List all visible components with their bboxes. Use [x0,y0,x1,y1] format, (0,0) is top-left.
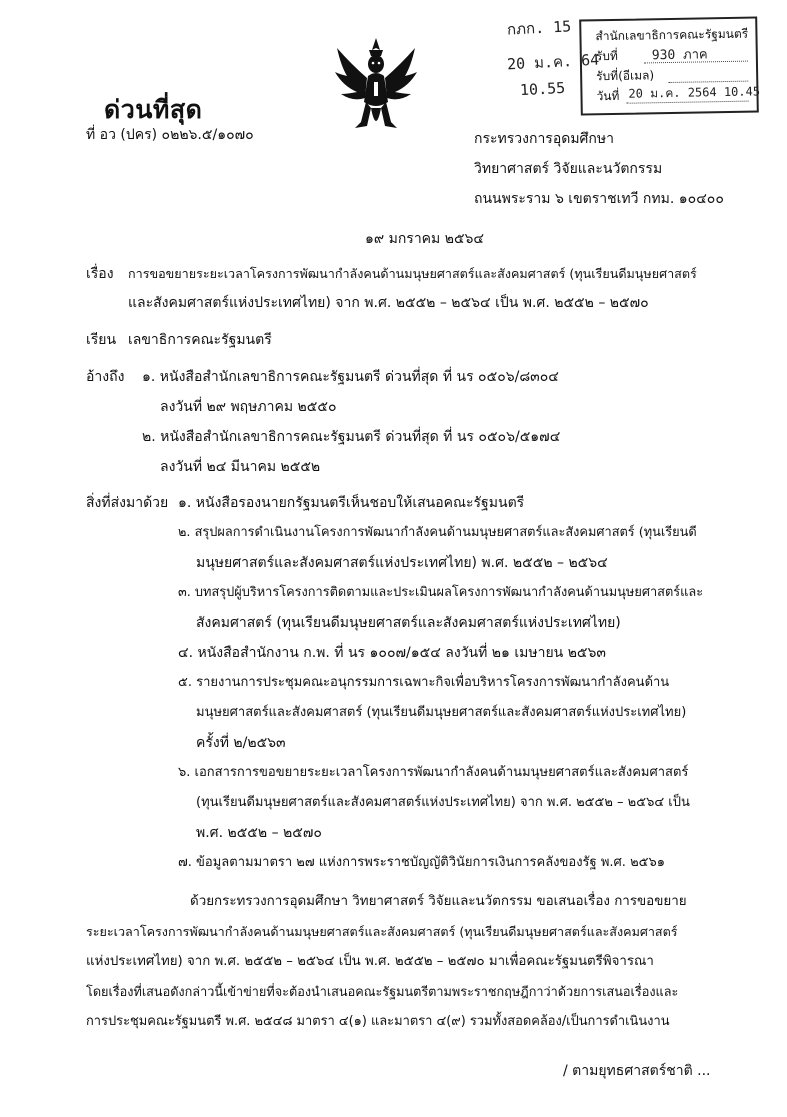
body-line: ด้วยกระทรวงการอุดมศึกษา วิทยาศาสตร์ วิจัยและนวัตกรรม ขอเสนอเรื่อง การขอขยาย [190,894,687,909]
to-value: เลขาธิการคณะรัฐมนตรี [128,332,272,348]
body-line: โดยเรื่องที่เสนอดังกล่าวนี้เข้าข่ายที่จะต้องนำเสนอคณะรัฐมนตรีตามพระราชกฤษฎีกาว่าด้วยการเสนอเรื่องและ [86,984,679,999]
urgency-heading: ด่วนที่สุด [104,95,203,124]
document-date: ๑๙ มกราคม ๒๕๖๔ [365,231,485,247]
handwritten-code: กภก. 15 [506,17,572,39]
stamp-received-no-value: 930 ภาค [651,47,708,64]
to-label: เรียน [86,332,117,348]
body-line: การประชุมคณะรัฐมนตรี พ.ศ. ๒๕๔๘ มาตรา ๔(๑) และมาตรา ๔(๙) รวมทั้งสอดคล้อง/เป็นการดำเนินงาน [86,1014,670,1029]
enclosure-line: ๑. หนังสือรองนายกรัฐมนตรีเห็นชอบให้เสนอคณะรัฐมนตรี [178,495,525,511]
enclosure-line: (ทุนเรียนดีมนุษยศาสตร์และสังคมศาสตร์แห่งประเทศไทย) จาก พ.ศ. ๒๕๕๒ – ๒๕๖๔ เป็น [196,795,690,810]
enclosure-line: ๕. รายงานการประชุมคณะอนุกรรมการเฉพาะกิจเพื่อบริหารโครงการพัฒนากำลังคนด้าน [178,675,670,690]
reference-line: ๒. หนังสือสำนักเลขาธิการคณะรัฐมนตรี ด่วนที่สุด ที่ นร ๐๕๐๖/๕๑๗๔ [142,429,561,445]
subject-line-1: การขอขยายระยะเวลาโครงการพัฒนากำลังคนด้านมนุษยศาสตร์และสังคมศาสตร์ (ทุนเรียนดีมนุษยศาสตร์ [128,266,697,281]
sender-line-3: ถนนพระราม ๖ เขตราชเทวี กทม. ๑๐๔๐๐ [474,191,724,207]
enclosure-line: ๖. เอกสารการขอขยายระยะเวลาโครงการพัฒนากำลังคนด้านมนุษยศาสตร์และสังคมศาสตร์ [178,765,689,780]
subject-line-2: และสังคมศาสตร์แห่งประเทศไทย) จาก พ.ศ. ๒๕๕๒ – ๒๕๖๔ เป็น พ.ศ. ๒๕๕๒ – ๒๕๗๐ [128,295,649,311]
enclosure-line: มนุษยศาสตร์และสังคมศาสตร์ (ทุนเรียนดีมนุษยศาสตร์และสังคมศาสตร์แห่งประเทศไทย) [196,705,687,720]
body-line: แห่งประเทศไทย) จาก พ.ศ. ๒๕๕๒ – ๒๕๖๔ เป็น พ.ศ. ๒๕๕๒ – ๒๕๗๐ มาเพื่อคณะรัฐมนตรีพิจารณา [86,954,654,969]
subject-label: เรื่อง [86,266,114,282]
reference-line: ลงวันที่ ๒๙ พฤษภาคม ๒๕๕๐ [160,399,337,415]
stamp-title: สำนักเลขาธิการคณะรัฐมนตรี [595,26,749,44]
handwritten-time: 10.55 [519,78,566,100]
enclosure-line: ๔. หนังสือสำนักงาน ก.พ. ที่ นร ๑๐๐๗/๑๕๔ ลงวันที่ ๒๑ เมษายน ๒๕๖๓ [178,645,606,661]
continuation-note: / ตามยุทธศาสตร์ชาติ ... [563,1063,711,1079]
receipt-stamp [579,16,759,115]
enclosure-line: มนุษยศาสตร์และสังคมศาสตร์แห่งประเทศไทย) พ.ศ. ๒๕๕๒ – ๒๕๖๔ [196,555,608,571]
enclosure-line: ๗. ข้อมูลตามมาตรา ๒๗ แห่งการพระราชบัญญัติวินัยการเงินการคลังของรัฐ พ.ศ. ๒๕๖๑ [178,855,665,870]
stamp-received-no-label: รับที่ [595,48,618,64]
enclosure-line: ครั้งที่ ๒/๒๕๖๓ [196,735,286,751]
sender-line-1: กระทรวงการอุดมศึกษา [474,131,614,147]
enclosure-line: สังคมศาสตร์ (ทุนเรียนดีมนุษยศาสตร์และสังคมศาสตร์แห่งประเทศไทย) [196,615,621,631]
garuda-emblem-icon [333,36,419,136]
enclosure-line: ๒. สรุปผลการดำเนินงานโครงการพัฒนากำลังคนด้านมนุษยศาสตร์และสังคมศาสตร์ (ทุนเรียนดี [178,525,697,540]
reference-line: ๑. หนังสือสำนักเลขาธิการคณะรัฐมนตรี ด่วนที่สุด ที่ นร ๐๕๐๖/๘๓๐๔ [142,369,559,385]
references-label: อ้างถึง [86,369,125,385]
stamp-date-label: วันที่ [596,88,620,104]
enclosure-line: ๓. บทสรุปผู้บริหารโครงการติดตามและประเมินผลโครงการพัฒนากำลังคนด้านมนุษยศาสตร์และ [178,585,704,600]
document-number: ที่ อว (ปคร) ๐๒๒๖.๕/๑๐๗๐ [86,127,254,143]
handwritten-date: 20 ม.ค. 64 [506,50,600,74]
sender-line-2: วิทยาศาสตร์ วิจัยและนวัตกรรม [474,161,663,177]
stamp-received-email-label: รับที่(อีเมล) [596,68,655,84]
enclosures-label: สิ่งที่ส่งมาด้วย [86,495,169,511]
reference-line: ลงวันที่ ๒๔ มีนาคม ๒๕๕๒ [160,459,321,475]
stamp-date-value: 20 ม.ค. 2564 10.45 [628,84,761,101]
enclosure-line: พ.ศ. ๒๕๕๒ – ๒๕๗๐ [196,825,322,841]
body-line: ระยะเวลาโครงการพัฒนากำลังคนด้านมนุษยศาสตร์และสังคมศาสตร์ (ทุนเรียนดีมนุษยศาสตร์และสังคมศาสตร์ [86,924,678,939]
